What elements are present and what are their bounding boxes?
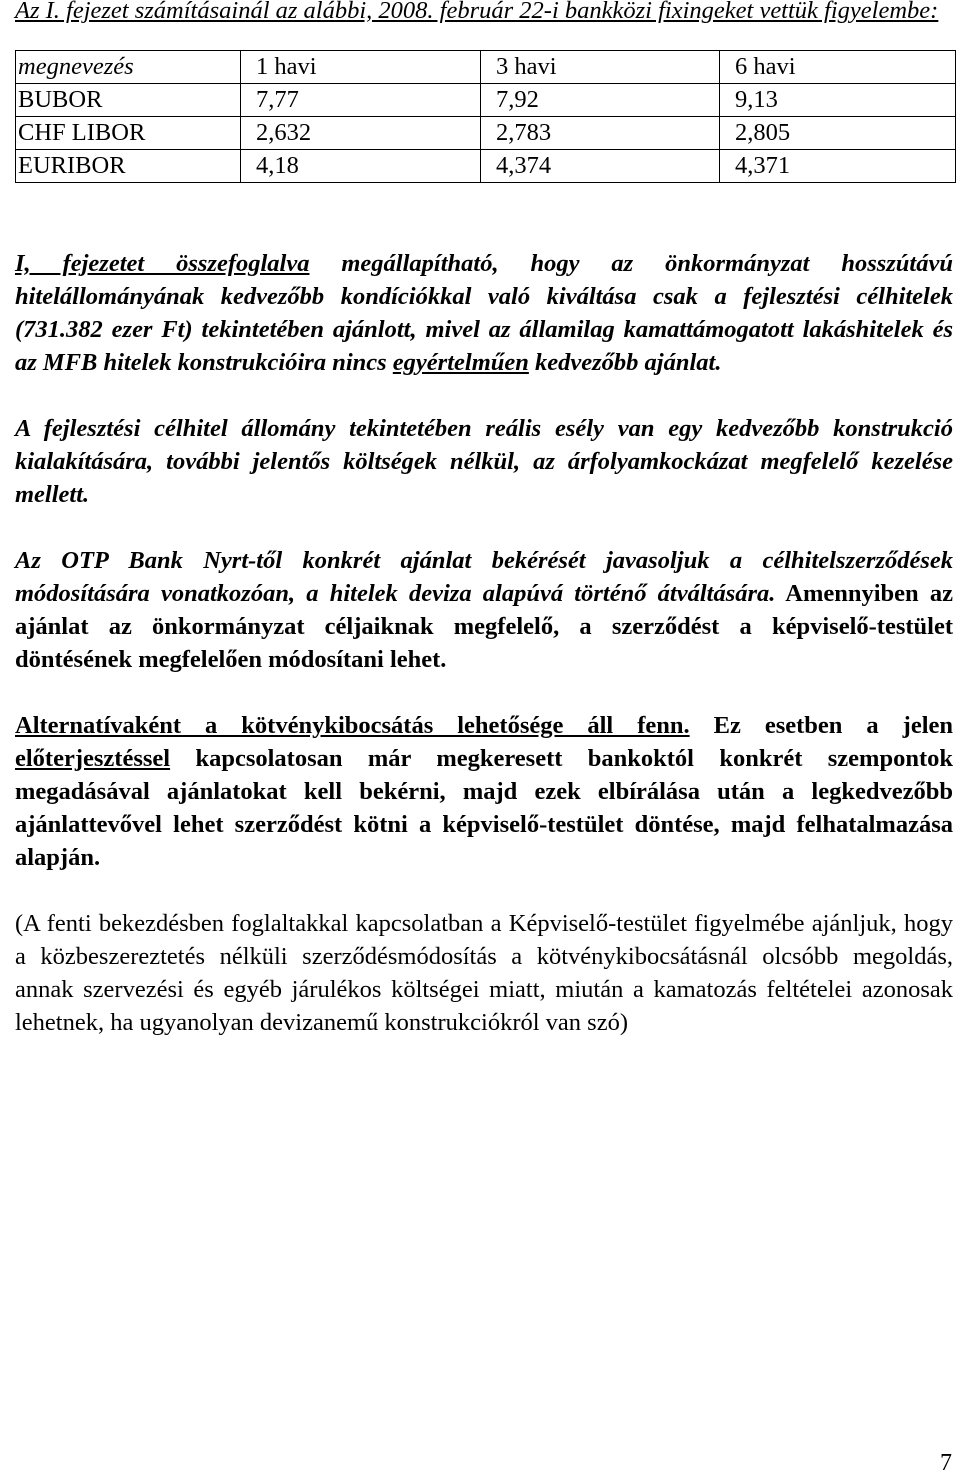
rate-cell: 2,783 bbox=[481, 117, 720, 150]
rate-cell: 4,374 bbox=[481, 150, 720, 183]
rate-cell: 2,805 bbox=[720, 117, 956, 150]
summary-text: megállapítható, hogy az önkormányzat hosszútávú hitelállományának kedvezőbb kondíciókkal való kiváltása csak a fejlesztési célhitelek (731.382 ezer Ft) tekintetében ajánlott, mivel az államilag kamattámogatott lakáshitelek és az MFB hitelek konstrukcióira nincs bbox=[15, 250, 953, 376]
rate-cell: 4,18 bbox=[241, 150, 481, 183]
bond-alternative-text-end: kapcsolatosan már megkeresett bankoktól konkrét szempontok megadásával ajánlatokat kell bekérni, majd ezek elbírálása után a legkedvezőbb ajánlattevővel lehet szerződést kötni a képviselő-testület döntése, majd felhatalmazása alapján. bbox=[15, 745, 953, 871]
row-name-cell: CHF LIBOR bbox=[16, 117, 241, 150]
otp-bank-paragraph bbox=[15, 544, 953, 676]
summary-emphasis: egyértelműen bbox=[392, 349, 529, 376]
row-name-cell: EURIBOR bbox=[16, 150, 241, 183]
bond-alternative-emphasis: előterjesztéssel bbox=[15, 745, 171, 772]
page-number: 7 bbox=[940, 1450, 952, 1476]
header-cell-3m: 3 havi bbox=[481, 51, 720, 84]
summary-lead: I, fejezetet összefoglalva bbox=[15, 250, 310, 277]
rate-cell: 4,371 bbox=[720, 150, 956, 183]
document-page bbox=[15, 0, 953, 1039]
bond-alternative-paragraph bbox=[15, 709, 953, 874]
otp-amendment: Amennyiben az ajánlat az önkormányzat céljaiknak megfelelő, a szerződést a képviselő-testület döntésének megfelelően módosítani lehet. bbox=[15, 580, 954, 673]
bond-alternative-text: Ez esetben a jelen bbox=[689, 712, 953, 739]
table-header-row bbox=[16, 51, 956, 84]
rate-cell: 2,632 bbox=[241, 117, 481, 150]
table-row bbox=[16, 84, 956, 117]
rate-cell: 7,77 bbox=[241, 84, 481, 117]
interbank-rates-table bbox=[15, 50, 956, 183]
header-cell-6m: 6 havi bbox=[720, 51, 956, 84]
note-paragraph: (A fenti bekezdésben foglaltakkal kapcsolatban a Képviselő-testület figyelmébe ajánljuk, hogy a közbeszereztetés nélküli szerződésmódosítás a kötvénykibocsátásnál olcsóbb megoldás, annak szervezési és egyéb járulékos költségei miatt, miután a kamatozás feltételei azonosak lehetnek, ha ugyanolyan devizanemű konstrukciókról van szó) bbox=[15, 910, 953, 1036]
rate-cell: 9,13 bbox=[720, 84, 956, 117]
summary-paragraph bbox=[15, 247, 953, 379]
bond-alternative-lead: Alternatívaként a kötvénykibocsátás lehetősége áll fenn. bbox=[15, 712, 690, 739]
header-cell-1m: 1 havi bbox=[241, 51, 481, 84]
rate-cell: 7,92 bbox=[481, 84, 720, 117]
table-row bbox=[16, 150, 956, 183]
intro-text: Az I. fejezet számításainál az alábbi, 2008. február 22-i bankközi fixingeket vettük figyelembe: bbox=[15, 0, 939, 24]
development-loan-paragraph: A fejlesztési célhitel állomány tekintetében reális esély van egy kedvezőbb konstrukció kialakítására, további jelentős költségek nélkül, az árfolyamkockázat megfelelő kezelése mellett. bbox=[15, 415, 953, 508]
row-name-cell: BUBOR bbox=[16, 84, 241, 117]
header-cell-name: megnevezés bbox=[16, 51, 241, 84]
table-row bbox=[16, 117, 956, 150]
otp-recommendation: Az OTP Bank Nyrt-től konkrét ajánlat bekérését javasoljuk a célhitelszerződések módosítására vonatkozóan, a hitelek deviza alapúvá történő átváltására. bbox=[15, 547, 953, 607]
summary-text-end: kedvezőbb ajánlat. bbox=[528, 349, 722, 376]
